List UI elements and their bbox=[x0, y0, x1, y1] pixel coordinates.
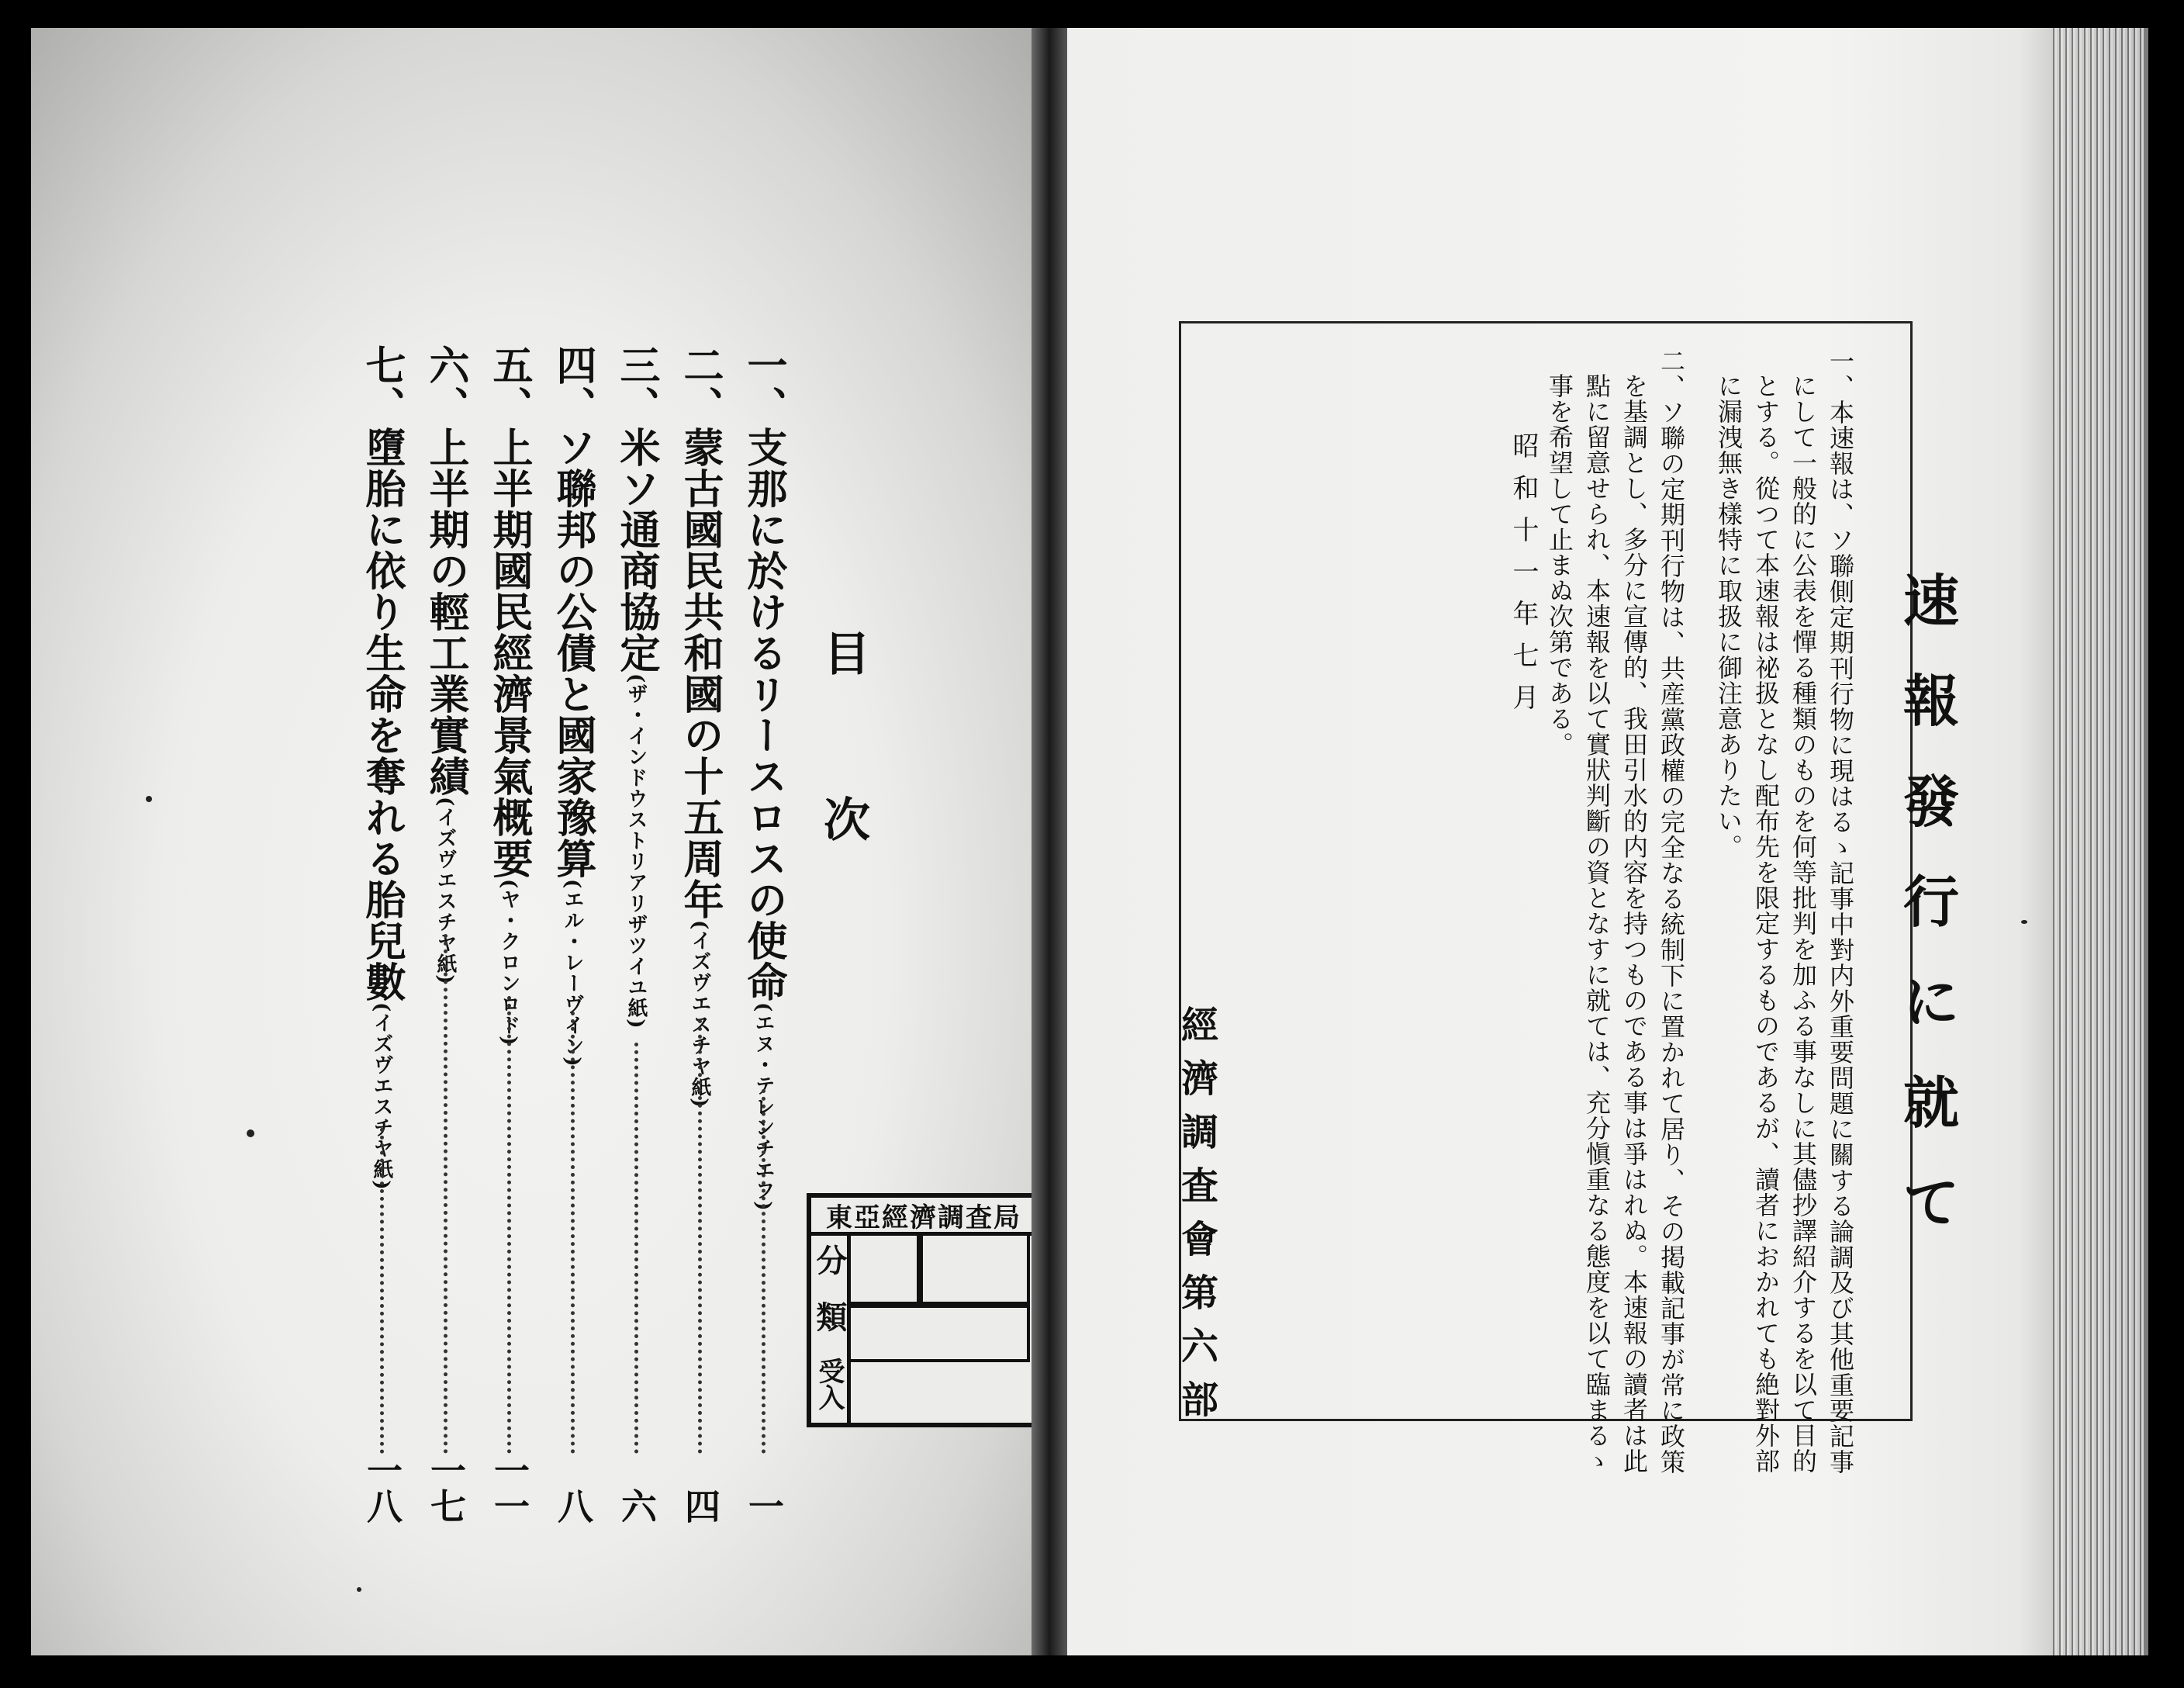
author-char: 部 bbox=[1180, 1378, 1218, 1422]
toc-entry-title: 六、上半期の輕工業實績(イズヴエスチヤ紙) bbox=[422, 344, 469, 985]
author-char: 査 bbox=[1180, 1164, 1218, 1208]
toc-entry-source: (ヤ・クロンロド) bbox=[497, 879, 520, 1046]
toc-entry bbox=[419, 344, 473, 1524]
toc-heading-char: 目 bbox=[824, 628, 870, 682]
toc-entry-source: (エヌ・テレンチエフ) bbox=[752, 1002, 775, 1212]
toc-entry-title: 五、上半期國民經濟景氣概要(ヤ・クロンロド) bbox=[486, 344, 533, 1046]
left-page bbox=[31, 28, 1061, 1655]
stamp-cell bbox=[917, 1232, 1030, 1308]
ink-speck bbox=[247, 1129, 254, 1137]
page-edges bbox=[2051, 28, 2144, 1655]
leader-dots bbox=[444, 934, 448, 1454]
stamp-side-column bbox=[811, 1232, 851, 1423]
notice-date: 昭和十一年七月 bbox=[1508, 432, 1539, 725]
ink-speck bbox=[2021, 920, 2027, 924]
notice-title-char: 速 bbox=[1902, 568, 1959, 634]
stamp-side-label: 類 bbox=[811, 1300, 848, 1332]
notice-title-char: 報 bbox=[1902, 668, 1959, 735]
leader-dots bbox=[634, 1043, 638, 1454]
leader-dots bbox=[507, 996, 511, 1454]
author-char: 第 bbox=[1180, 1271, 1218, 1315]
leader-dots bbox=[762, 1089, 765, 1454]
author-char: 會 bbox=[1180, 1218, 1218, 1261]
toc-entry bbox=[355, 344, 410, 1524]
toc-entry-page: 四 bbox=[679, 1488, 721, 1524]
notice-author bbox=[1177, 995, 1223, 1422]
notice-title-char: に bbox=[1902, 969, 1959, 1036]
toc-entry-page: 六 bbox=[616, 1488, 658, 1524]
toc-entry-title: 一、支那に於けるリースロスの使命(エヌ・テレンチエフ) bbox=[740, 344, 787, 1212]
toc-entry bbox=[546, 344, 600, 1524]
notice-body-line: 一、本速報は、ソ聯側定期刊行物に現はるゝ記事中對内外重要問題に關する論調及び其他重要記事 bbox=[1826, 348, 1855, 1475]
author-char: 調 bbox=[1180, 1111, 1218, 1154]
notice-title-char: 行 bbox=[1902, 868, 1959, 935]
leader-dots bbox=[571, 1012, 575, 1454]
toc-entry-title: 三、米ソ通商協定(ザ・インドウストリアリザツイユ紙) bbox=[613, 344, 660, 1029]
toc-entry-page: 一七 bbox=[425, 1452, 467, 1524]
notice-body-line: 事を希望して止まぬ次第である。 bbox=[1545, 373, 1574, 757]
stamp-side-label: 分 bbox=[811, 1244, 848, 1276]
ink-speck bbox=[146, 796, 152, 802]
notice-title-char: 發 bbox=[1902, 768, 1959, 835]
toc-entry bbox=[737, 344, 791, 1524]
stamp-side-label: 受入 bbox=[814, 1357, 845, 1410]
toc-entry-source: (イズヴエスチヤ紙) bbox=[370, 1002, 393, 1191]
stamp-cell bbox=[847, 1302, 1030, 1362]
toc-entry-source: (ザ・インドウストリアリザツイユ紙) bbox=[624, 673, 648, 1029]
toc-entry-source: (エル・レーヴイン) bbox=[561, 879, 584, 1067]
notice-body-line: に漏洩無き樣特に取扱に御注意ありたい。 bbox=[1714, 373, 1743, 860]
toc-entry-page: 一 bbox=[743, 1488, 785, 1524]
toc-entry bbox=[673, 344, 727, 1524]
notice-body-line: 二、ソ聯の定期刊行物は、共産黨政權の完全なる統制下に置かれて居り、その掲載記事が常に政策 bbox=[1657, 348, 1686, 1475]
toc-entry-page: 一八 bbox=[361, 1452, 403, 1524]
author-char: 六 bbox=[1180, 1325, 1218, 1368]
stamp-cell bbox=[847, 1232, 923, 1308]
toc-entry bbox=[610, 344, 664, 1524]
notice-title bbox=[1898, 556, 1965, 1239]
toc-entry-title: 四、ソ聯邦の公債と國家豫算(エル・レーヴイン) bbox=[549, 344, 596, 1067]
leader-dots bbox=[380, 1128, 384, 1454]
toc-entry-page: 八 bbox=[552, 1488, 594, 1524]
library-stamp bbox=[807, 1193, 1041, 1427]
notice-body-line: にして一般的に公表を憚る種類のものを何等批判を加ふる事なしに其儘抄譯紹介するを以て目的 bbox=[1788, 373, 1818, 1474]
book-gutter bbox=[1032, 28, 1067, 1655]
author-char: 濟 bbox=[1180, 1057, 1218, 1101]
notice-title-char: て bbox=[1902, 1169, 1959, 1236]
toc-entry-page: 一一 bbox=[489, 1452, 530, 1524]
notice-body-line: を基調とし、多分に宣傳的、我田引水的内容を持つものである事は爭はれぬ。本速報の讀者は此 bbox=[1619, 373, 1649, 1474]
notice-title-char: 就 bbox=[1902, 1069, 1959, 1136]
notice-frame bbox=[1179, 321, 1959, 1475]
author-char: 經 bbox=[1180, 1004, 1218, 1047]
notice-body-line: 點に留意せられ、本速報を以て實狀判斷の資となすに就ては、充分愼重なる態度を以て臨まるゝ bbox=[1582, 373, 1612, 1474]
notice-body-line: とする。從つて本速報は祕扱となし配布先を限定するものであるが、讀者におかれても絶對外部 bbox=[1751, 373, 1781, 1474]
ink-speck bbox=[357, 1587, 361, 1592]
toc-heading-char: 次 bbox=[824, 794, 870, 848]
leader-dots bbox=[698, 1019, 702, 1454]
toc-entry bbox=[482, 344, 537, 1524]
toc-entry-title: 七、墮胎に依り生命を奪れる胎兒數(イズヴエスチヤ紙) bbox=[358, 344, 406, 1191]
right-page bbox=[1067, 28, 2148, 1655]
toc-entry-source: (イズヴエスチヤ紙) bbox=[688, 920, 711, 1109]
toc-entry-title: 二、蒙古國民共和國の十五周年(イズヴエスチヤ紙) bbox=[676, 344, 724, 1109]
toc-entry-source: (イズヴエスチヤ紙) bbox=[434, 797, 457, 985]
toc-heading bbox=[816, 617, 878, 850]
stamp-header: 東亞經濟調査局 bbox=[811, 1198, 1036, 1236]
